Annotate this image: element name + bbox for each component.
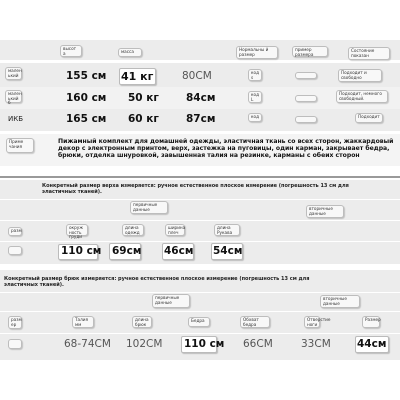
- header-state: Состояние показан: [348, 47, 390, 60]
- col-pants-length: длина брюк: [132, 316, 152, 328]
- state-value: Подходит и свободно: [338, 69, 382, 82]
- header-normal-size: Нормальны й размер: [236, 46, 278, 59]
- primary-data-label: первичные данные: [152, 294, 190, 308]
- size-label: разм: [8, 227, 22, 236]
- weight-value: 60 кг: [128, 113, 159, 125]
- pants-measure-note: Конкретный размер брюк измеряется: ручное естественное плоское измерение (погрешность 13 см для эластичных тканей).: [4, 276, 310, 288]
- divider: [0, 311, 400, 312]
- header-weight: масса: [118, 48, 142, 57]
- weight-value: 50 кг: [128, 92, 159, 104]
- top-measure-note: Конкретный размер верха измеряется: ручное естественное плоское измерение (погрешность 13 см для эластичных тканей).: [42, 183, 349, 195]
- col-size: Размер: [362, 316, 380, 328]
- sleeve-value: 54см: [213, 245, 243, 257]
- height-value: 165 см: [66, 113, 107, 125]
- example-code: код: [248, 113, 262, 122]
- col-hips: Бедра: [188, 317, 210, 327]
- col-leg-opening: Отверстие ноги: [304, 316, 320, 328]
- length-value: 69см: [112, 245, 142, 257]
- example-chip: [295, 95, 317, 102]
- example-chip: [295, 72, 317, 79]
- row-label: ИКБ: [8, 115, 24, 123]
- row-label: мален ький б: [5, 90, 22, 103]
- shoulder-value: 46см: [164, 245, 194, 257]
- size-label: разм ер: [8, 316, 22, 329]
- leg-opening-value: 33СМ: [301, 338, 331, 350]
- divider: [0, 220, 400, 221]
- separator: [0, 176, 400, 178]
- header-height: высот а: [60, 45, 82, 57]
- divider: [0, 292, 400, 293]
- chest-value: 110 см: [61, 245, 102, 257]
- col-waist: Талия мм: [72, 316, 94, 328]
- desc-label: Приме чания: [6, 138, 34, 153]
- waist-value: 68-74СМ: [64, 338, 111, 350]
- size-value: 84см: [186, 92, 216, 104]
- divider: [0, 199, 400, 200]
- weight-value: 41 кг: [121, 70, 154, 83]
- hips-value: 110 см: [184, 338, 225, 350]
- col-thigh: Обхват бедра: [240, 316, 270, 328]
- divider: [0, 333, 400, 334]
- size-value: 44см: [357, 338, 387, 350]
- col-chest: окруж ность груди: [66, 224, 88, 236]
- col-shoulder: ширина плеч: [165, 224, 185, 236]
- secondary-data-label: вторичные данные: [306, 205, 344, 218]
- example-code: код L: [248, 91, 262, 103]
- row-label: мален ький: [5, 67, 22, 80]
- size-value: 87см: [186, 113, 216, 125]
- size-cell: [8, 339, 22, 349]
- state-value: Подходит: [355, 113, 383, 123]
- product-description: Пижамный комплект для домашней одежды, эластичная ткань со всех сторон, жаккардовый декор с электронным принтом, верх, застежка на пуговицы, один карман, закрывает бедра, брюки, отделка шнуровкой, завышенная талия на резинке, карманы с обеих сторон: [58, 138, 394, 160]
- header-size-example: пример размера: [292, 46, 328, 57]
- size-value: 80СМ: [182, 70, 212, 82]
- divider: [0, 241, 400, 242]
- state-value: Подходит, немного свободный.: [336, 90, 388, 103]
- pants-length-value: 102СМ: [126, 338, 163, 350]
- example-code: код s: [248, 69, 262, 81]
- size-cell: [8, 246, 22, 255]
- col-length: длина одежд: [122, 224, 144, 236]
- secondary-data-label: вторичные данные: [320, 295, 360, 308]
- height-value: 155 см: [66, 70, 107, 82]
- example-chip: [295, 116, 317, 123]
- thigh-value: 66СМ: [243, 338, 273, 350]
- height-value: 160 см: [66, 92, 107, 104]
- col-sleeve: длина Рукава: [214, 224, 240, 236]
- primary-data-label: первичные данные: [130, 201, 168, 214]
